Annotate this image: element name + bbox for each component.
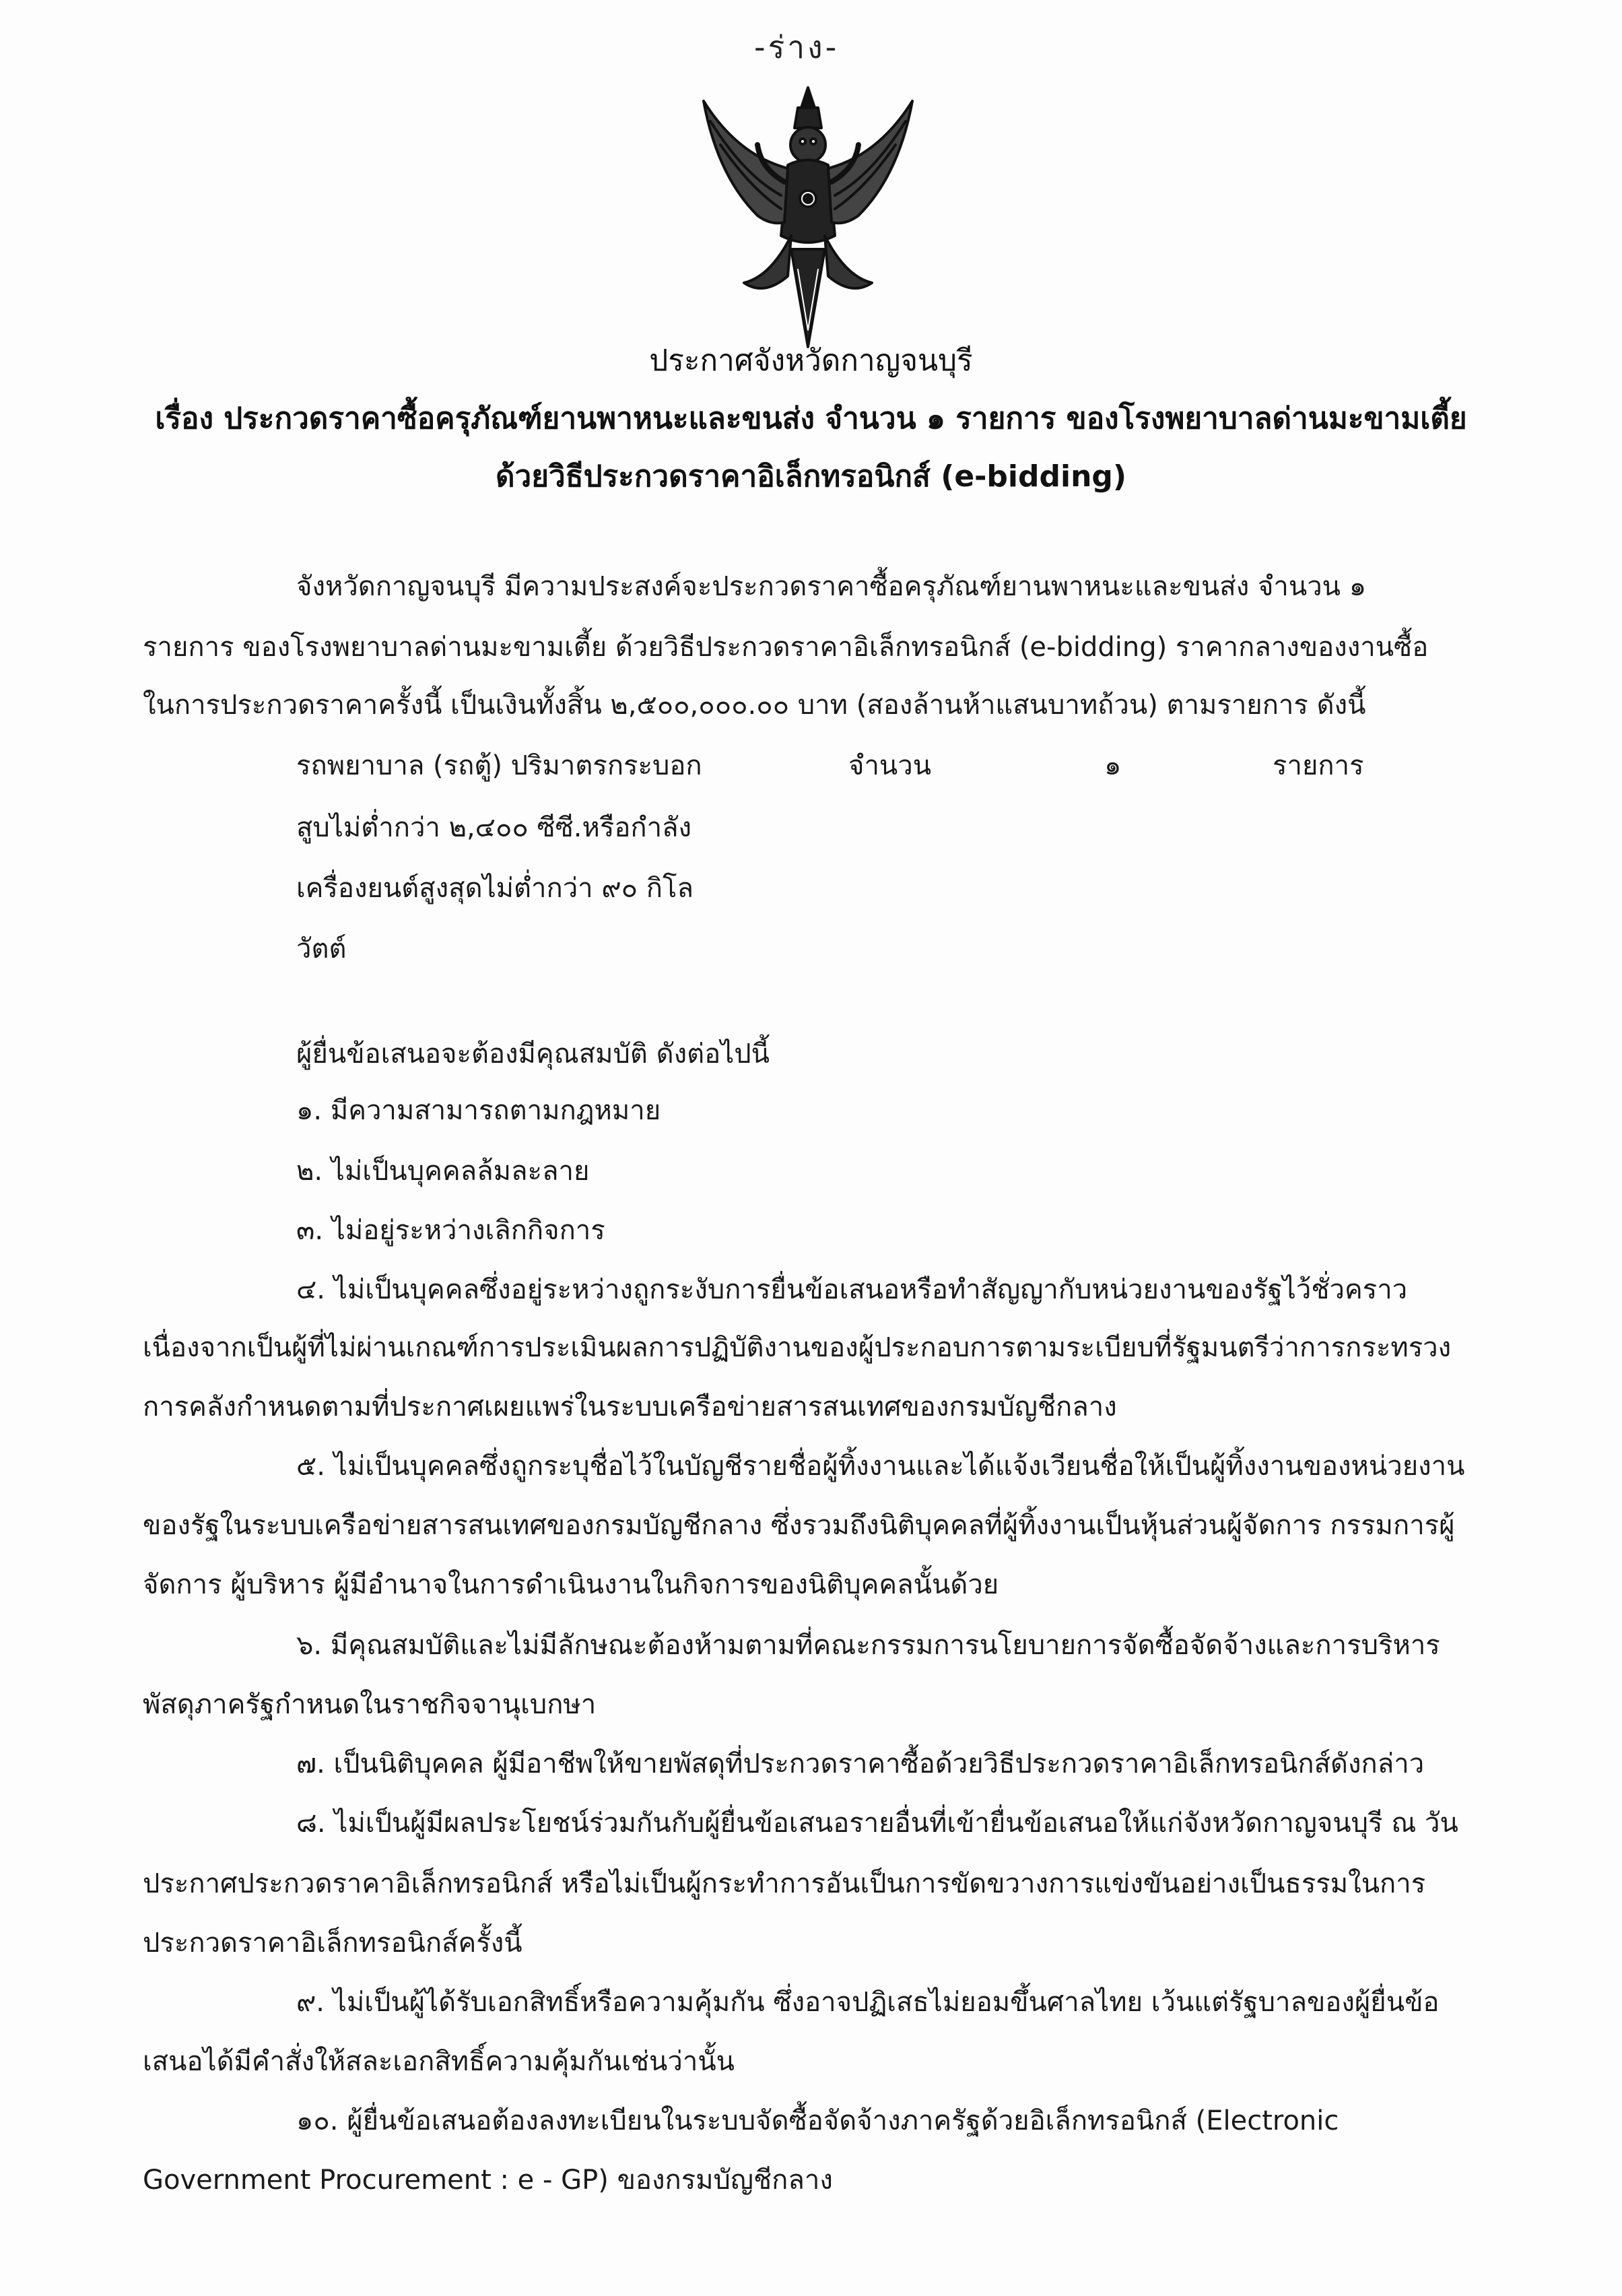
qualification-5-line-1: ๕. ไม่เป็นบุคคลซึ่งถูกระบุชื่อไว้ในบัญชีรายชื่อผู้ทิ้งงานและได้แจ้งเวียนชื่อให้เป็นผู้ทิ้งงานของหน่วยงาน xyxy=(296,1451,1465,1482)
qualification-3: ๓. ไม่อยู่ระหว่างเลิกกิจการ xyxy=(296,1215,605,1246)
draft-mark: -ร่าง- xyxy=(754,29,840,65)
intro-line-1: จังหวัดกาญจนบุรี มีความประสงค์จะประกวดราคาซื้อครุภัณฑ์ยานพาหนะและขนส่ง จำนวน ๑ xyxy=(296,571,1367,602)
qualification-8-line-1: ๘. ไม่เป็นผู้มีผลประโยชน์ร่วมกันกับผู้ยื่นข้อเสนอรายอื่นที่เข้ายื่นข้อเสนอให้แก่จังหวัดกาญจนบุรี ณ วัน xyxy=(296,1808,1458,1839)
qualification-10-line-2: Government Procurement : e - GP) ของกรมบัญชีกลาง xyxy=(143,2165,833,2196)
intro-line-2: รายการ ของโรงพยาบาลด่านมะขามเตี้ย ด้วยวิธีประกวดราคาอิเล็กทรอนิกส์ (e-bidding) ราคากลางของงานซื้อ xyxy=(143,632,1429,663)
item-quantity-value: ๑ xyxy=(1104,750,1122,781)
item-description-line-3: เครื่องยนต์สูงสุดไม่ต่ำกว่า ๙๐ กิโล xyxy=(296,873,694,904)
item-description-line-4: วัตต์ xyxy=(296,933,347,964)
qualification-8-line-2: ประกาศประกวดราคาอิเล็กทรอนิกส์ หรือไม่เป็นผู้กระทำการอันเป็นการขัดขวางการแข่งขันอย่างเป็นธรรมในการ xyxy=(143,1868,1426,1899)
qualification-9-line-2: เสนอได้มีคำสั่งให้สละเอกสิทธิ์ความคุ้มกันเช่นว่านั้น xyxy=(143,2046,735,2077)
qualification-10-line-1: ๑๐. ผู้ยื่นข้อเสนอต้องลงทะเบียนในระบบจัดซื้อจัดจ้างภาครัฐด้วยอิเล็กทรอนิกส์ (Electronic xyxy=(296,2105,1339,2136)
qualification-1: ๑. มีความสามารถตามกฎหมาย xyxy=(296,1095,661,1126)
qualification-9-line-1: ๙. ไม่เป็นผู้ได้รับเอกสิทธิ์หรือความคุ้มกัน ซึ่งอาจปฏิเสธไม่ยอมขึ้นศาลไทย เว้นแต่รัฐบาลของผู้ยื่นข้อ xyxy=(296,1987,1440,2018)
qualification-4-line-3: การคลังกำหนดตามที่ประกาศเผยแพร่ในระบบเครือข่ายสารสนเทศของกรมบัญชีกลาง xyxy=(143,1391,1117,1422)
item-quantity-unit: รายการ xyxy=(1273,750,1364,781)
qualification-5-line-2: ของรัฐในระบบเครือข่ายสารสนเทศของกรมบัญชีกลาง ซึ่งรวมถึงนิติบุคคลที่ผู้ทิ้งงานเป็นหุ้นส่วนผู้จัดการ กรรมการผู้ xyxy=(143,1510,1455,1541)
qualification-5-line-3: จัดการ ผู้บริหาร ผู้มีอำนาจในการดำเนินงานในกิจการของนิติบุคคลนั้นด้วย xyxy=(143,1569,999,1600)
intro-line-3: ในการประกวดราคาครั้งนี้ เป็นเงินทั้งสิ้น ๒,๕๐๐,๐๐๐.๐๐ บาท (สองล้านห้าแสนบาทถ้วน) ตามรายการ ดังนี้ xyxy=(143,690,1366,721)
qualification-4-line-1: ๔. ไม่เป็นบุคคลซึ่งอยู่ระหว่างถูกระงับการยื่นข้อเสนอหรือทำสัญญากับหน่วยงานของรัฐไว้ชั่วคราว xyxy=(296,1274,1408,1305)
method-line: ด้วยวิธีประกวดราคาอิเล็กทรอนิกส์ (e-bidding) xyxy=(495,459,1127,494)
qualifications-heading: ผู้ยื่นข้อเสนอจะต้องมีคุณสมบัติ ดังต่อไปนี้ xyxy=(296,1039,770,1070)
qualification-7: ๗. เป็นนิติบุคคล ผู้มีอาชีพให้ขายพัสดุที่ประกวดราคาซื้อด้วยวิธีประกวดราคาอิเล็กทรอนิกส์ดังกล่าว xyxy=(296,1748,1425,1779)
item-description-line-2: สูบไม่ต่ำกว่า ๒,๔๐๐ ซีซี.หรือกำลัง xyxy=(296,812,692,843)
subject-line: เรื่อง ประกวดราคาซื้อครุภัณฑ์ยานพาหนะและขนส่ง จำนวน ๑ รายการ ของโรงพยาบาลด่านมะขามเตี้ย xyxy=(155,401,1467,436)
qualification-4-line-2: เนื่องจากเป็นผู้ที่ไม่ผ่านเกณฑ์การประเมินผลการปฏิบัติงานของผู้ประกอบการตามระเบียบที่รัฐมนตรีว่าการกระทรวง xyxy=(143,1332,1452,1363)
qualification-8-line-3: ประกวดราคาอิเล็กทรอนิกส์ครั้งนี้ xyxy=(143,1928,522,1959)
document-title: ประกาศจังหวัดกาญจนบุรี xyxy=(649,343,973,378)
qualification-6-line-1: ๖. มีคุณสมบัติและไม่มีลักษณะต้องห้ามตามที่คณะกรรมการนโยบายการจัดซื้อจัดจ้างและการบริหาร xyxy=(296,1630,1440,1661)
garuda-emblem-icon xyxy=(697,81,919,350)
item-description-line-1: รถพยาบาล (รถตู้) ปริมาตรกระบอก xyxy=(296,750,702,781)
item-quantity-label: จำนวน xyxy=(848,750,932,781)
qualification-6-line-2: พัสดุภาครัฐกำหนดในราชกิจจานุเบกษา xyxy=(143,1689,597,1720)
qualification-2: ๒. ไม่เป็นบุคคลล้มละลาย xyxy=(296,1156,590,1187)
